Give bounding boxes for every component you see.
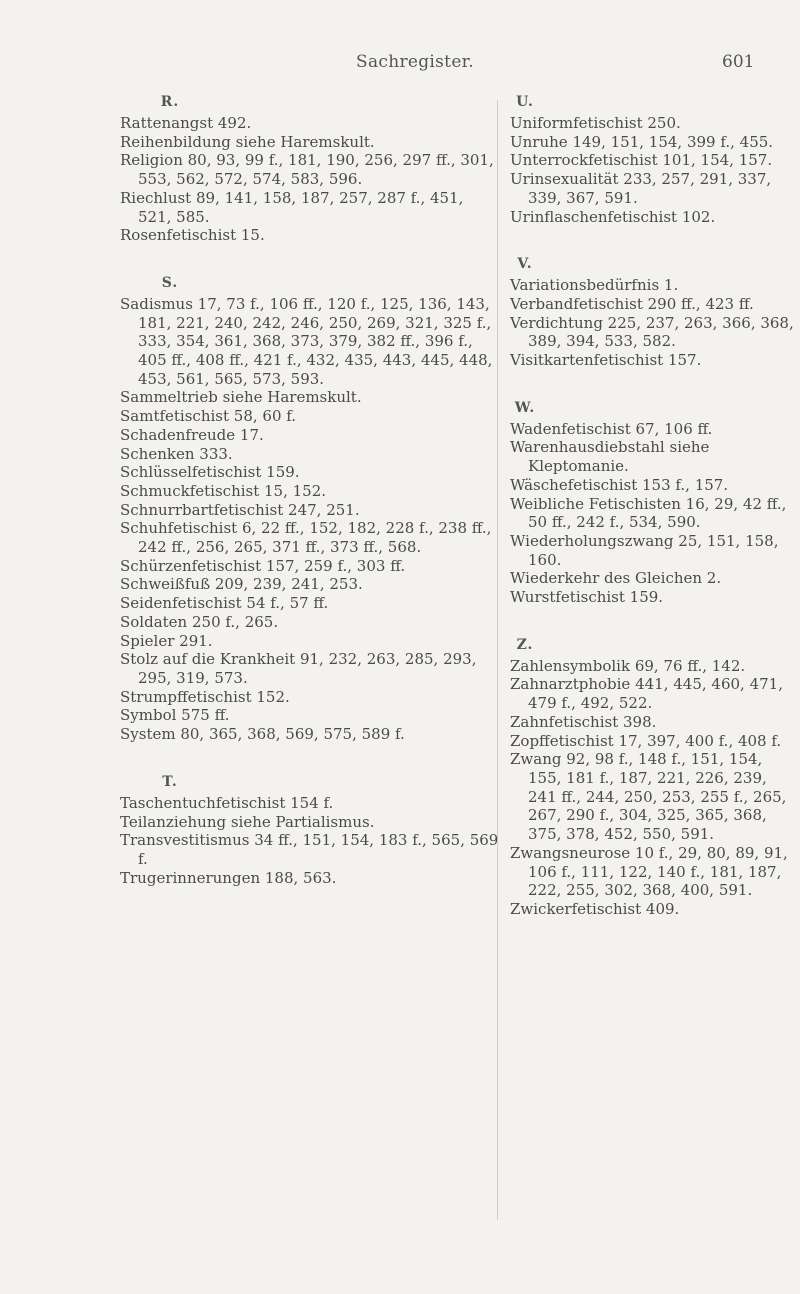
section-letter: U.	[516, 94, 534, 110]
section-letter: S.	[161, 274, 179, 291]
section-s	[120, 271, 493, 744]
index-entry: System 80, 365, 368, 569, 575, 589 f.	[120, 725, 405, 744]
index-entry: Wurstfetischist 159.	[510, 588, 664, 607]
index-entry: Weibliche Fetischisten 16, 29, 42 ff., 50 ff., 242 f., 534, 590.	[510, 494, 787, 532]
running-title: Sachregister.	[356, 52, 474, 72]
index-entry: Zahnfetischist 398.	[510, 712, 657, 731]
index-entry: Rattenangst 492.	[120, 114, 252, 132]
index-entry: Unruhe 149, 151, 154, 399 f., 455.	[510, 132, 774, 151]
index-entry: Samtfetischist 58, 60 f.	[120, 407, 297, 426]
index-entry: Religion 80, 93, 99 f., 181, 190, 256, 297 ff., 301, 553, 562, 572, 574, 583, 596.	[120, 151, 494, 189]
section-r	[120, 90, 494, 245]
index-entry: Soldaten 250 f., 265.	[120, 612, 279, 631]
index-entry: Zwickerfetischist 409.	[510, 899, 680, 918]
index-entry: Seidenfetischist 54 f., 57 ff.	[120, 594, 329, 613]
left-column	[120, 90, 499, 887]
section-v	[510, 252, 800, 370]
index-entry: Stolz auf die Krankheit 91, 232, 263, 285, 293, 295, 319, 573.	[120, 650, 477, 687]
page-header	[0, 52, 800, 82]
index-entry: Zopffetischist 17, 397, 400 f., 408 f.	[510, 731, 782, 750]
index-entry: Verdichtung 225, 237, 263, 366, 368, 389, 394, 533, 582.	[510, 313, 794, 351]
index-entry: Schenken 333.	[120, 444, 233, 463]
index-entry: Zahlensymbolik 69, 76 ff., 142.	[510, 656, 746, 675]
index-entry: Wäschefetischist 153 f., 157.	[510, 475, 729, 494]
index-entry: Riechlust 89, 141, 158, 187, 257, 287 f., 451, 521, 585.	[120, 188, 464, 226]
index-entry: Schadenfreude 17.	[120, 425, 264, 444]
index-entry: Trugerinnerungen 188, 563.	[120, 868, 337, 887]
index-entry: Warenhausdiebstahl siehe Kleptomanie.	[510, 438, 710, 476]
index-entry: Spieler 291.	[120, 631, 213, 650]
index-entry: Variationsbedürfnis 1.	[510, 276, 679, 295]
index-entry: Wiederholungszwang 25, 151, 158, 160.	[510, 531, 779, 569]
index-entry: Wadenfetischist 67, 106 ff.	[510, 419, 713, 438]
index-entry: Urinflaschenfetischist 102.	[510, 207, 716, 226]
page-number: 601	[722, 52, 755, 72]
index-entry: Rosenfetischist 15.	[120, 226, 265, 245]
index-entry: Strumpffetischist 152.	[120, 687, 290, 706]
section-letter: R.	[160, 94, 180, 110]
index-entry: Urinsexualität 233, 257, 291, 337, 339, 367, 591.	[510, 170, 772, 207]
index-entry: Uniformfetischist 250.	[510, 114, 681, 132]
index-entry: Schweißfuß 209, 239, 241, 253.	[120, 575, 363, 594]
index-entry: Taschentuchfetischist 154 f.	[120, 793, 334, 812]
index-entry: Zahnarztphobie 441, 445, 460, 471, 479 f., 492, 522.	[510, 675, 783, 713]
section-t	[120, 770, 499, 888]
index-entry: Unterrockfetischist 101, 154, 157.	[510, 151, 773, 170]
section-letter: T.	[162, 773, 178, 790]
index-entry: Transvestitismus 34 ff., 151, 154, 183 f., 565, 569 f.	[120, 831, 499, 868]
index-entry: Verbandfetischist 290 ff., 423 ff.	[510, 294, 754, 313]
index-entry: Zwang 92, 98 f., 148 f., 151, 154, 155, 181 f., 187, 221, 226, 239, 241 ff., 244, 250, 253, 255 f., 265, 267, 290 f., 304, 325, 365, 368, 375, 378, 452, 550, 591.	[510, 750, 787, 844]
index-entry: Teilanziehung siehe Partialismus.	[120, 812, 375, 831]
index-entry: Zwangsneurose 10 f., 29, 80, 89, 91, 106 f., 111, 122, 140 f., 181, 187, 222, 255, 302, 368, 400, 591.	[510, 843, 788, 900]
section-z	[510, 633, 800, 919]
index-entry: Schmuckfetischist 15, 152.	[120, 481, 327, 500]
section-letter: W.	[514, 399, 536, 416]
index-entry: Wiederkehr des Gleichen 2.	[510, 569, 722, 588]
index-entry: Schürzenfetischist 157, 259 f., 303 ff.	[120, 556, 406, 575]
index-entry: Visitkartenfetischist 157.	[510, 351, 702, 370]
section-u	[510, 90, 800, 226]
section-letter: Z.	[516, 636, 534, 653]
index-entry: Schnurrbartfetischist 247, 251.	[120, 500, 360, 519]
index-entry: Reihenbildung siehe Haremskult.	[120, 132, 375, 151]
section-letter: V.	[517, 256, 533, 273]
section-w	[510, 396, 800, 607]
index-entry: Schuhfetischist 6, 22 ff., 152, 182, 228 f., 238 ff., 242 ff., 256, 265, 371 ff., 373 ff., 568.	[120, 519, 492, 557]
index-entry: Schlüsselfetischist 159.	[120, 463, 300, 482]
index-entry: Sammeltrieb siehe Haremskult.	[120, 388, 362, 407]
index-entry: Symbol 575 ff.	[120, 706, 230, 725]
index-entry: Sadismus 17, 73 f., 106 ff., 120 f., 125, 136, 143, 181, 221, 240, 242, 246, 250, 269, 321, 325 f., 333, 354, 361, 368, 373, 379, 382 ff., 396 f., 405 ff., 408 ff., 421 f., 432, 435, 443, 445, 448, 453, 561, 565, 573, 593.	[120, 294, 493, 388]
right-column	[510, 90, 800, 919]
